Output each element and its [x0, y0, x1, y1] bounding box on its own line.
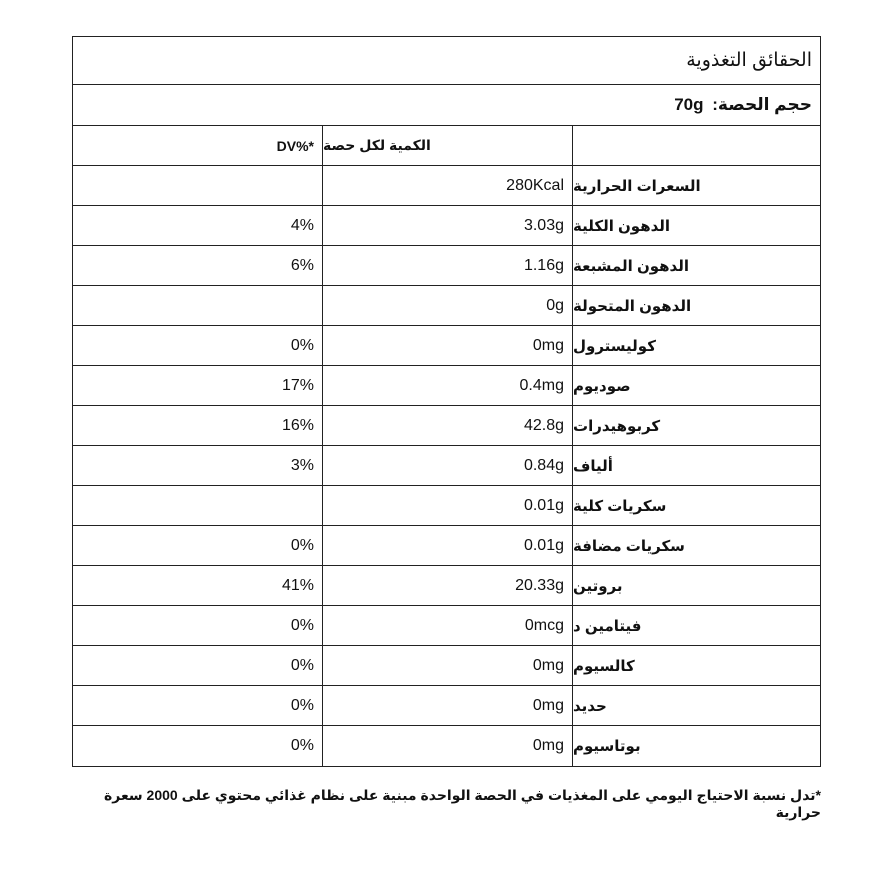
column-header-row: [73, 126, 820, 166]
nutrient-name: السعرات الحرارية: [573, 177, 701, 195]
amount-cell: 0mg: [323, 646, 573, 685]
footnote: *تدل نسبة الاحتياج اليومي على المغذيات في الحصة الواحدة مبنية على نظام غذائي محتوي على 2000 سعرة حرارية: [103, 787, 821, 820]
amount-cell: 0mg: [323, 686, 573, 725]
table-row: [73, 206, 820, 246]
dv-cell: 0%: [73, 606, 323, 645]
nutrient-name: صوديوم: [573, 377, 631, 395]
dv-cell: [73, 486, 323, 525]
nutrition-facts-table: [72, 36, 821, 767]
dv-cell: 0%: [73, 726, 323, 766]
dv-cell: 3%: [73, 446, 323, 485]
table-row: [73, 286, 820, 326]
amount-cell: 0mg: [323, 726, 573, 766]
amount-cell: 0mcg: [323, 606, 573, 645]
table-row: [73, 726, 820, 766]
amount-cell: 20.33g: [323, 566, 573, 605]
serving-size-row: [73, 85, 820, 126]
dv-cell: 6%: [73, 246, 323, 285]
table-row: [73, 486, 820, 526]
amount-cell: 1.16g: [323, 246, 573, 285]
nutrient-name: كربوهيدرات: [573, 417, 661, 435]
dv-cell: 0%: [73, 646, 323, 685]
nutrient-name: الدهون الكلية: [573, 217, 671, 235]
table-row: [73, 326, 820, 366]
title-text: الحقائق التغذوية: [686, 50, 812, 71]
serving-label: حجم الحصة:: [712, 95, 812, 114]
table-row: [73, 246, 820, 286]
amount-cell: 42.8g: [323, 406, 573, 445]
table-row: [73, 366, 820, 406]
nutrient-name: حديد: [573, 697, 607, 715]
table-row: [73, 166, 820, 206]
amount-cell: 0.01g: [323, 486, 573, 525]
table-row: [73, 646, 820, 686]
table-row: [73, 606, 820, 646]
header-nutrient: [573, 126, 820, 165]
dv-cell: 0%: [73, 526, 323, 565]
serving-value: 70g: [674, 95, 704, 114]
nutrient-name: كالسيوم: [573, 657, 635, 675]
amount-cell: 0g: [323, 286, 573, 325]
header-amount: الكمية لكل حصة: [323, 126, 573, 165]
nutrient-name: سكريات مضافة: [573, 537, 685, 555]
nutrient-name: ألياف: [573, 457, 613, 475]
table-row: [73, 686, 820, 726]
dv-cell: 0%: [73, 686, 323, 725]
nutrient-name: الدهون المتحولة: [573, 297, 692, 315]
amount-cell: 280Kcal: [323, 166, 573, 205]
table-row: [73, 566, 820, 606]
table-row: [73, 446, 820, 486]
dv-cell: 17%: [73, 366, 323, 405]
nutrient-name: بوتاسيوم: [573, 738, 641, 755]
amount-cell: 0.4mg: [323, 366, 573, 405]
dv-cell: 4%: [73, 206, 323, 245]
table-row: [73, 526, 820, 566]
amount-cell: 0mg: [323, 326, 573, 365]
amount-cell: 0.84g: [323, 446, 573, 485]
nutrient-name: كوليسترول: [573, 337, 656, 355]
amount-cell: 3.03g: [323, 206, 573, 245]
nutrient-name: فيتامين د: [573, 617, 642, 635]
serving-size: [674, 95, 812, 115]
dv-cell: [73, 166, 323, 205]
nutrient-name: بروتين: [573, 577, 623, 595]
header-dv: DV%*: [73, 126, 323, 165]
dv-cell: [73, 286, 323, 325]
dv-cell: 16%: [73, 406, 323, 445]
amount-cell: 0.01g: [323, 526, 573, 565]
table-row: [73, 406, 820, 446]
dv-cell: 41%: [73, 566, 323, 605]
dv-cell: 0%: [73, 326, 323, 365]
table-title: [73, 37, 820, 85]
nutrient-rows: [73, 166, 820, 766]
nutrient-name: الدهون المشبعة: [573, 257, 689, 275]
nutrient-name: سكريات كلية: [573, 497, 667, 515]
